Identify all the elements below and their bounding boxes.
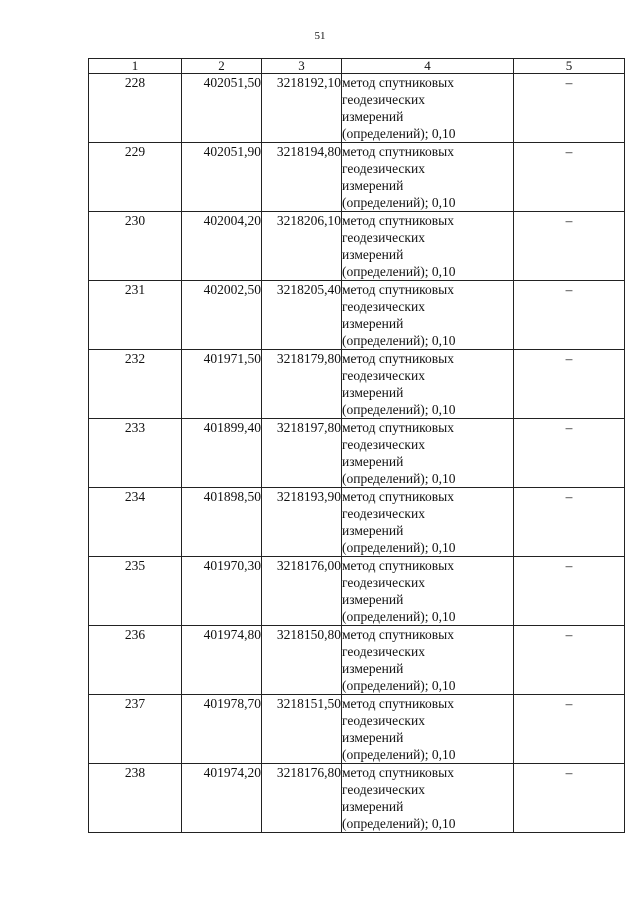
method-line: метод спутниковых (342, 144, 454, 159)
method-cell (342, 764, 514, 833)
note-cell: – (514, 626, 625, 695)
method-line: метод спутниковых (342, 213, 454, 228)
x-coordinate-cell: 402002,50 (182, 281, 262, 350)
header-col-1: 1 (89, 59, 182, 74)
method-cell (342, 212, 514, 281)
method-cell (342, 281, 514, 350)
note-cell: – (514, 143, 625, 212)
method-line: геодезических (342, 299, 425, 314)
method-line: геодезических (342, 644, 425, 659)
method-line: (определений); 0,10 (342, 264, 456, 279)
method-cell (342, 143, 514, 212)
method-cell (342, 419, 514, 488)
x-coordinate-cell: 401974,20 (182, 764, 262, 833)
note-cell: – (514, 74, 625, 143)
method-line: измерений (342, 523, 404, 538)
table-row (89, 626, 625, 695)
method-line: (определений); 0,10 (342, 402, 456, 417)
x-coordinate-cell: 401978,70 (182, 695, 262, 764)
header-col-5: 5 (514, 59, 625, 74)
x-coordinate-cell: 402051,50 (182, 74, 262, 143)
method-cell (342, 74, 514, 143)
method-line: геодезических (342, 506, 425, 521)
method-line: (определений); 0,10 (342, 540, 456, 555)
y-coordinate-cell: 3218197,80 (262, 419, 342, 488)
note-cell: – (514, 212, 625, 281)
table-row (89, 695, 625, 764)
method-line: измерений (342, 316, 404, 331)
method-line: метод спутниковых (342, 696, 454, 711)
table-row (89, 419, 625, 488)
method-line: (определений); 0,10 (342, 195, 456, 210)
y-coordinate-cell: 3218179,80 (262, 350, 342, 419)
table-row (89, 212, 625, 281)
point-number-cell: 233 (89, 419, 182, 488)
method-cell (342, 350, 514, 419)
point-number-cell: 232 (89, 350, 182, 419)
method-line: измерений (342, 454, 404, 469)
y-coordinate-cell: 3218150,80 (262, 626, 342, 695)
method-cell (342, 626, 514, 695)
method-line: метод спутниковых (342, 489, 454, 504)
x-coordinate-cell: 401899,40 (182, 419, 262, 488)
table-row (89, 764, 625, 833)
method-line: (определений); 0,10 (342, 678, 456, 693)
x-coordinate-cell: 402051,90 (182, 143, 262, 212)
note-cell: – (514, 764, 625, 833)
method-line: геодезических (342, 230, 425, 245)
method-line: измерений (342, 592, 404, 607)
method-line: измерений (342, 799, 404, 814)
table-row (89, 143, 625, 212)
method-line: измерений (342, 178, 404, 193)
method-line: метод спутниковых (342, 351, 454, 366)
method-line: метод спутниковых (342, 75, 454, 90)
method-line: измерений (342, 730, 404, 745)
method-cell (342, 695, 514, 764)
x-coordinate-cell: 401898,50 (182, 488, 262, 557)
method-line: геодезических (342, 575, 425, 590)
x-coordinate-cell: 402004,20 (182, 212, 262, 281)
method-line: измерений (342, 109, 404, 124)
point-number-cell: 237 (89, 695, 182, 764)
method-line: (определений); 0,10 (342, 333, 456, 348)
x-coordinate-cell: 401974,80 (182, 626, 262, 695)
method-line: измерений (342, 385, 404, 400)
header-col-4: 4 (342, 59, 514, 74)
method-line: (определений); 0,10 (342, 747, 456, 762)
y-coordinate-cell: 3218206,10 (262, 212, 342, 281)
y-coordinate-cell: 3218151,50 (262, 695, 342, 764)
method-line: метод спутниковых (342, 282, 454, 297)
point-number-cell: 230 (89, 212, 182, 281)
method-line: геодезических (342, 437, 425, 452)
method-line: метод спутниковых (342, 558, 454, 573)
table-row (89, 557, 625, 626)
method-line: геодезических (342, 161, 425, 176)
y-coordinate-cell: 3218205,40 (262, 281, 342, 350)
point-number-cell: 238 (89, 764, 182, 833)
table-row (89, 74, 625, 143)
method-cell (342, 557, 514, 626)
method-line: геодезических (342, 713, 425, 728)
point-number-cell: 228 (89, 74, 182, 143)
point-number-cell: 234 (89, 488, 182, 557)
header-col-2: 2 (182, 59, 262, 74)
method-line: метод спутниковых (342, 627, 454, 642)
method-line: геодезических (342, 782, 425, 797)
table-row (89, 488, 625, 557)
point-number-cell: 229 (89, 143, 182, 212)
method-line: геодезических (342, 368, 425, 383)
point-number-cell: 236 (89, 626, 182, 695)
note-cell: – (514, 281, 625, 350)
method-cell (342, 488, 514, 557)
y-coordinate-cell: 3218192,10 (262, 74, 342, 143)
x-coordinate-cell: 401970,30 (182, 557, 262, 626)
method-line: геодезических (342, 92, 425, 107)
y-coordinate-cell: 3218176,00 (262, 557, 342, 626)
y-coordinate-cell: 3218194,80 (262, 143, 342, 212)
method-line: метод спутниковых (342, 765, 454, 780)
header-row (89, 59, 625, 74)
page-number: 51 (314, 30, 326, 42)
method-line: (определений); 0,10 (342, 609, 456, 624)
method-line: (определений); 0,10 (342, 126, 456, 141)
method-line: (определений); 0,10 (342, 471, 456, 486)
method-line: измерений (342, 661, 404, 676)
coordinates-table (88, 58, 625, 833)
table-row (89, 281, 625, 350)
table-row (89, 350, 625, 419)
method-line: (определений); 0,10 (342, 816, 456, 831)
note-cell: – (514, 350, 625, 419)
note-cell: – (514, 419, 625, 488)
point-number-cell: 231 (89, 281, 182, 350)
method-line: метод спутниковых (342, 420, 454, 435)
note-cell: – (514, 488, 625, 557)
header-col-3: 3 (262, 59, 342, 74)
point-number-cell: 235 (89, 557, 182, 626)
note-cell: – (514, 695, 625, 764)
method-line: измерений (342, 247, 404, 262)
y-coordinate-cell: 3218193,90 (262, 488, 342, 557)
x-coordinate-cell: 401971,50 (182, 350, 262, 419)
y-coordinate-cell: 3218176,80 (262, 764, 342, 833)
note-cell: – (514, 557, 625, 626)
